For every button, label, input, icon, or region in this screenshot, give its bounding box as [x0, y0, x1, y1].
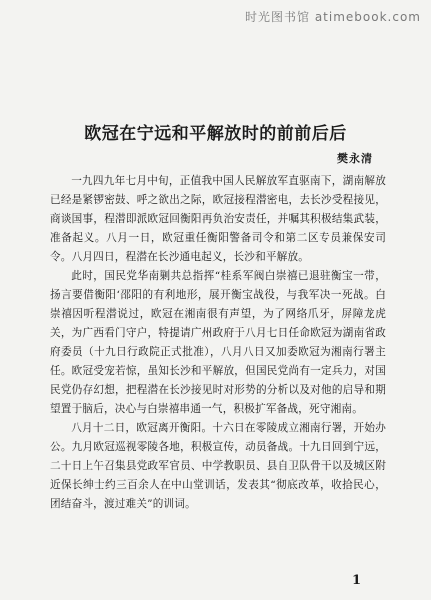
- watermark: 时光图书馆 atimebook.com: [245, 10, 421, 24]
- paragraph: 此时，国民党华南剿共总指挥“桂系军阀白崇禧已退驻衡宝一带，扬言要借衡阳‘邵阳的有利地形，展开衡宝战役，与我军决一死战。白崇禧因听程潜说过，欧冠在湘南很有声望，为了网络爪牙，屏障龙虎关，为广西看门守户，特提请广州政府于八月七日任命欧冠为湖南省政府委员（十九日行政院正式批准），八月八日又加委欧冠为湘南行署主任。欧冠受宠若惊，虽知长沙和平解放，但国民党尚有一定兵力，对国民党仍存幻想，把程潜在长沙接见时对形势的分析以及对他的启导和期望置于脑后，决心与白崇禧串通一气，积极扩军备战，死守湘南。: [50, 270, 386, 415]
- author-name: 樊永清: [337, 152, 373, 165]
- paragraph: 一九四九年七月中旬，正值我中国人民解放军直驱南下，湖南解放已经是紧锣密鼓、呼之欲出之际，欧冠接程潜密电，去长沙受程接见，商谈国事，程潜即派欧冠回衡阳再负治安责任，并嘱其积极结集武装，准备起义。八月一日，欧冠重任衡阳警备司令和第二区专员兼保安司令。八月四日，程潜在长沙通电起义，长沙和平解放。: [50, 175, 386, 263]
- page-number: 1: [351, 573, 361, 588]
- article-title: 欧冠在宁远和平解放时的前前后后: [84, 124, 347, 144]
- article-body: [50, 172, 386, 514]
- paragraph: 八月十二日，欧冠离开衡阳。十六日在零陵成立湘南行署，开始办公。九月欧冠巡视零陵各地，积极宣传，动员备战。十九日回到宁远，二十日上午召集县党政军官员、中学教职员、县自卫队骨干以及城区附近保长绅士约三百余人在中山堂训话，发表其“彻底改革，收拾民心，团结奋斗，渡过难关”的训词。: [50, 422, 386, 510]
